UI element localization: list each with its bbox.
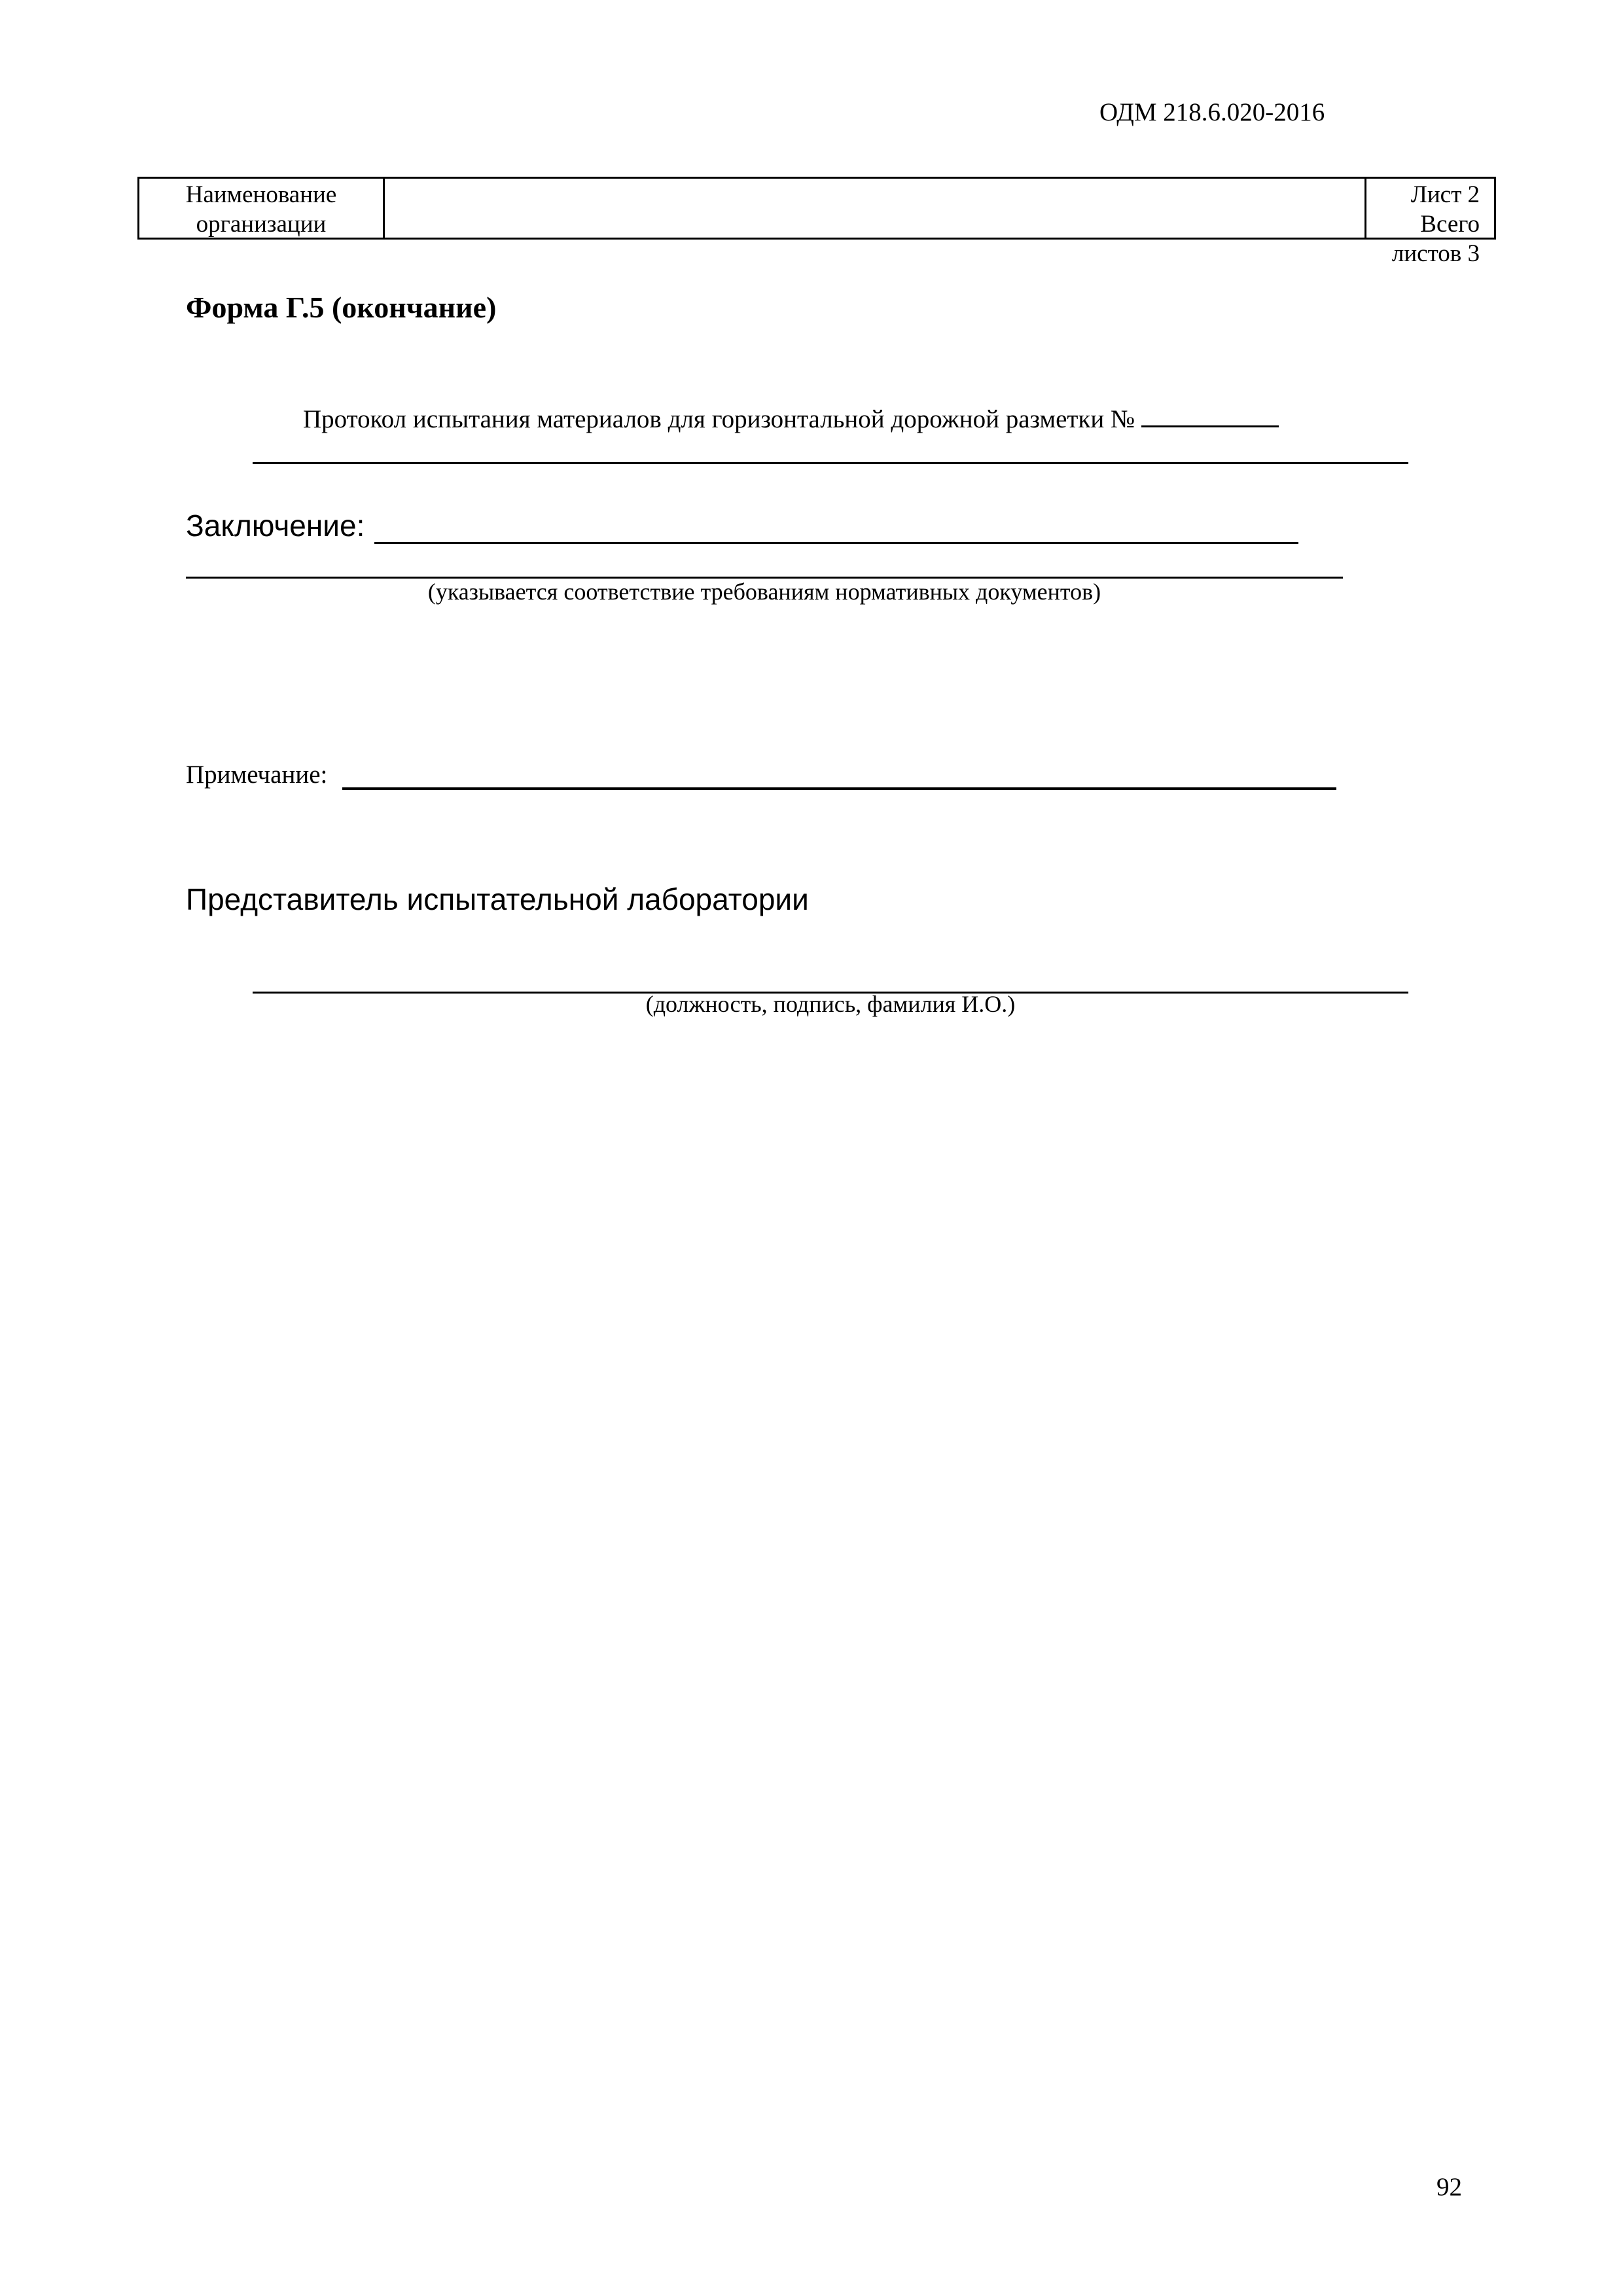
org-name-label-cell	[139, 179, 385, 238]
note-label: Примечание:	[186, 761, 328, 789]
sheet-info-cell	[1366, 179, 1494, 267]
note-field[interactable]	[342, 787, 1336, 790]
header-table	[137, 177, 1496, 267]
protocol-underline	[253, 462, 1408, 464]
protocol-title-text: Протокол испытания материалов для горизонтальной дорожной разметки №	[303, 405, 1135, 433]
page-number: 92	[1436, 2173, 1462, 2201]
document-code: ОДМ 218.6.020-2016	[1099, 98, 1325, 126]
org-name-value-cell[interactable]	[385, 179, 1366, 238]
conclusion-caption: (указывается соответствие требованиям нормативных документов)	[427, 579, 1101, 605]
protocol-title	[303, 401, 1279, 435]
conclusion-label: Заключение:	[186, 509, 365, 543]
signature-caption: (должность, подпись, фамилия И.О.)	[645, 991, 1016, 1017]
org-label-line1: Наименование	[185, 181, 337, 208]
form-title: Форма Г.5 (окончание)	[186, 291, 497, 324]
total-sheets: Всего листов 3	[1391, 211, 1480, 267]
sheet-number: Лист 2	[1410, 181, 1480, 208]
conclusion-field[interactable]	[374, 542, 1298, 544]
org-label-line2: организации	[196, 211, 327, 238]
representative-label: Представитель испытательной лаборатории	[186, 882, 809, 916]
protocol-number-field[interactable]	[1141, 401, 1279, 427]
